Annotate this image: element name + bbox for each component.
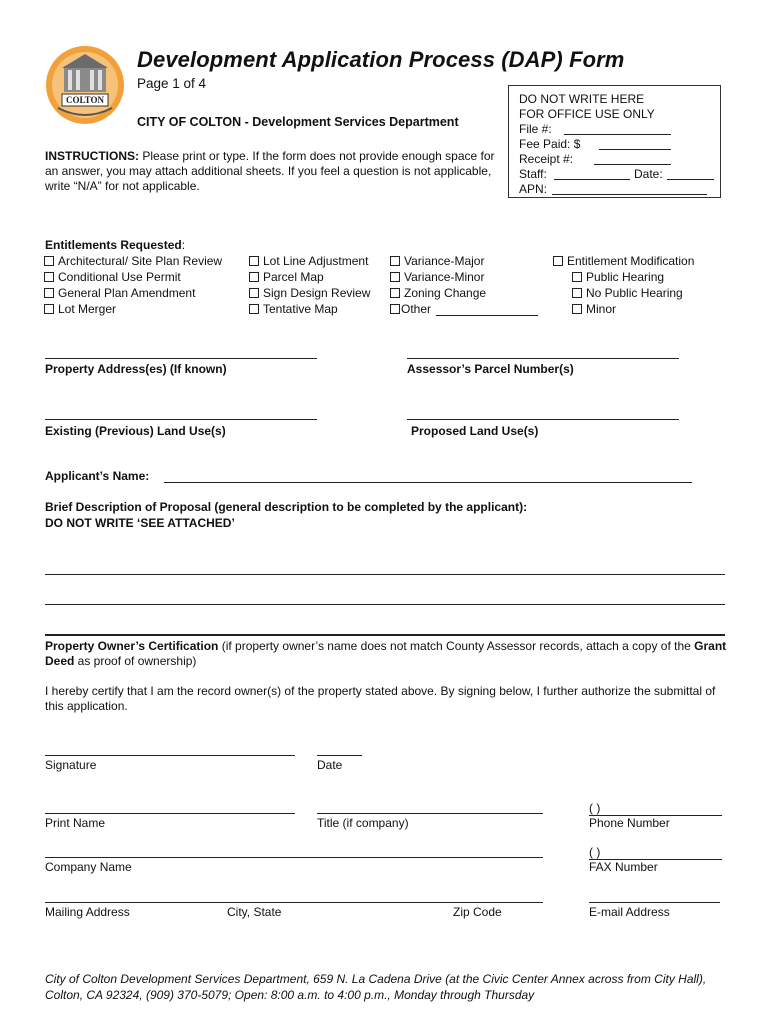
office-apn-label: APN: xyxy=(519,182,548,196)
logo-text: COLTON xyxy=(65,95,105,105)
checkbox-label: Public Hearing xyxy=(586,270,665,284)
checkbox-variance-major[interactable] xyxy=(390,254,486,270)
checkbox-label: Variance-Major xyxy=(404,254,485,268)
checkbox-other[interactable] xyxy=(390,302,486,318)
office-apn-line xyxy=(552,194,707,195)
checkbox-label: No Public Hearing xyxy=(586,286,683,300)
checkbox-label: Lot Line Adjustment xyxy=(263,254,369,268)
checkbox-box[interactable] xyxy=(44,304,54,314)
checkbox-label: Tentative Map xyxy=(263,302,338,316)
parcel-number-label: Assessor’s Parcel Number(s) xyxy=(407,362,574,376)
city-seal-logo xyxy=(44,44,126,126)
office-receipt-line xyxy=(594,164,671,165)
checkbox-box[interactable] xyxy=(44,288,54,298)
entitlements-col-3 xyxy=(390,254,486,318)
entitlements-heading-text: Entitlements Requested xyxy=(45,238,182,252)
print-name-input[interactable] xyxy=(45,813,295,814)
entitlements-col-1 xyxy=(44,254,222,318)
checkbox-sign-design-review[interactable] xyxy=(249,286,370,302)
checkbox-zoning-change[interactable] xyxy=(390,286,486,302)
entitlements-col-4 xyxy=(553,254,694,318)
applicant-name-input[interactable] xyxy=(164,482,692,483)
proposed-land-use-input[interactable] xyxy=(407,419,679,420)
checkbox-label: Conditional Use Permit xyxy=(58,270,181,284)
checkbox-label: Minor xyxy=(586,302,617,316)
department-name: CITY OF COLTON - Development Services Department xyxy=(137,115,459,129)
certification-statement: I hereby certify that I am the record owner(s) of the property stated above. By signing below, I further authorize the submittal of this application. xyxy=(45,684,716,713)
checkbox-box[interactable] xyxy=(390,288,400,298)
proposal-heading: Brief Description of Proposal (general description to be completed by the applicant): xyxy=(45,500,528,514)
signature-date-input[interactable] xyxy=(317,755,362,756)
checkbox-box[interactable] xyxy=(390,272,400,282)
mailing-address-input[interactable] xyxy=(45,902,543,903)
checkbox-lot-merger[interactable] xyxy=(44,302,222,318)
checkbox-no-public-hearing[interactable] xyxy=(553,286,694,302)
checkbox-box[interactable] xyxy=(572,288,582,298)
checkbox-label: Architectural/ Site Plan Review xyxy=(58,254,223,268)
office-file-label: File #: xyxy=(519,122,552,136)
page-indicator: Page 1 of 4 xyxy=(137,76,207,91)
company-name-label: Company Name xyxy=(45,860,132,874)
title-label: Title (if company) xyxy=(317,816,409,830)
instructions-text: Please print or type. If the form does not provide enough space for an answer, you may attach additional sheets. If you feel a question is not applicable, write “N/A” for not applicable. xyxy=(45,149,495,193)
instructions xyxy=(45,149,495,194)
checkbox-label: Zoning Change xyxy=(404,286,487,300)
certification-heading xyxy=(45,639,735,669)
fax-paren: ( ) xyxy=(589,845,601,859)
checkbox-box[interactable] xyxy=(572,272,582,282)
office-staff-label: Staff: xyxy=(519,167,547,181)
phone-label: Phone Number xyxy=(589,816,670,830)
title-input[interactable] xyxy=(317,813,543,814)
property-address-input[interactable] xyxy=(45,358,317,359)
checkbox-box[interactable] xyxy=(44,272,54,282)
office-staff-line xyxy=(554,179,630,180)
office-heading-1: DO NOT WRITE HERE xyxy=(519,92,645,106)
checkbox-parcel-map[interactable] xyxy=(249,270,370,286)
office-date-line xyxy=(667,179,714,180)
checkbox-label: Other xyxy=(401,302,432,316)
office-use-box xyxy=(508,85,721,198)
email-input[interactable] xyxy=(589,902,720,903)
fax-label: FAX Number xyxy=(589,860,658,874)
proposal-input-line-1[interactable] xyxy=(45,574,725,575)
checkbox-architectural-site-plan-review[interactable] xyxy=(44,254,222,270)
checkbox-box[interactable] xyxy=(572,304,582,314)
entitlements-col-2 xyxy=(249,254,370,318)
instructions-label: INSTRUCTIONS: xyxy=(45,149,139,163)
checkbox-box[interactable] xyxy=(249,256,259,266)
checkbox-conditional-use-permit[interactable] xyxy=(44,270,222,286)
entitlements-heading-colon: : xyxy=(181,238,186,252)
proposal-warning: DO NOT WRITE ‘SEE ATTACHED’ xyxy=(45,516,235,530)
checkbox-label: Entitlement Modification xyxy=(567,254,695,268)
form-title: Development Application Process (DAP) Form xyxy=(137,47,625,72)
footer-address: City of Colton Development Services Department, 659 N. La Cadena Drive (at the Civic Center Annex across from City Hall), Colton, CA 92324, (909) 370-5079; Open: 8:00 a.m. to 4:00 p.m., Monday through Thursday xyxy=(45,972,707,1002)
proposed-land-use-label: Proposed Land Use(s) xyxy=(411,424,539,438)
parcel-number-input[interactable] xyxy=(407,358,679,359)
city-state-label: City, State xyxy=(227,905,282,919)
office-date-label: Date: xyxy=(634,167,663,181)
checkbox-box[interactable] xyxy=(249,272,259,282)
entitlements-heading xyxy=(45,238,185,253)
company-name-input[interactable] xyxy=(45,857,543,858)
checkbox-box[interactable] xyxy=(390,256,400,266)
applicant-name-label: Applicant’s Name: xyxy=(45,469,150,483)
grant-deed-text: Grant Deed xyxy=(45,639,727,668)
section-divider xyxy=(45,634,725,636)
checkbox-lot-line-adjustment[interactable] xyxy=(249,254,370,270)
certification-label: Property Owner’s Certification xyxy=(45,639,219,653)
checkbox-public-hearing[interactable] xyxy=(553,270,694,286)
certification-text: (if property owner’s name does not match County Assessor records, attach a copy of the xyxy=(218,639,695,653)
checkbox-label: Sign Design Review xyxy=(263,286,371,300)
signature-input[interactable] xyxy=(45,755,295,756)
checkbox-minor[interactable] xyxy=(553,302,694,318)
office-heading-2: FOR OFFICE USE ONLY xyxy=(519,107,655,121)
zip-code-label: Zip Code xyxy=(453,905,502,919)
proposal-input-line-2[interactable] xyxy=(45,604,725,605)
checkbox-label: Variance-Minor xyxy=(404,270,485,284)
checkbox-tentative-map[interactable] xyxy=(249,302,370,318)
office-receipt-label: Receipt #: xyxy=(519,152,574,166)
signature-label: Signature xyxy=(45,758,97,772)
print-name-label: Print Name xyxy=(45,816,106,830)
checkbox-box[interactable] xyxy=(553,256,563,266)
checkbox-entitlement-modification[interactable] xyxy=(553,254,694,270)
phone-paren: ( ) xyxy=(589,801,601,815)
checkbox-label: General Plan Amendment xyxy=(58,286,196,300)
office-fee-line xyxy=(599,149,671,150)
checkbox-label: Lot Merger xyxy=(58,302,117,316)
office-file-line xyxy=(564,134,671,135)
office-fee-label: Fee Paid: $ xyxy=(519,137,581,151)
property-address-label: Property Address(es) (If known) xyxy=(45,362,227,376)
checkbox-box[interactable] xyxy=(44,256,54,266)
checkbox-variance-minor[interactable] xyxy=(390,270,486,286)
existing-land-use-input[interactable] xyxy=(45,419,317,420)
signature-date-label: Date xyxy=(317,758,343,772)
other-input-line[interactable] xyxy=(436,315,538,316)
email-label: E-mail Address xyxy=(589,905,670,919)
certification-text-2: as proof of ownership) xyxy=(74,654,197,668)
checkbox-general-plan-amendment[interactable] xyxy=(44,286,222,302)
mailing-address-label: Mailing Address xyxy=(45,905,130,919)
checkbox-box[interactable] xyxy=(249,288,259,298)
checkbox-label: Parcel Map xyxy=(263,270,324,284)
checkbox-box[interactable] xyxy=(249,304,259,314)
checkbox-box[interactable] xyxy=(390,304,400,314)
existing-land-use-label: Existing (Previous) Land Use(s) xyxy=(45,424,226,438)
